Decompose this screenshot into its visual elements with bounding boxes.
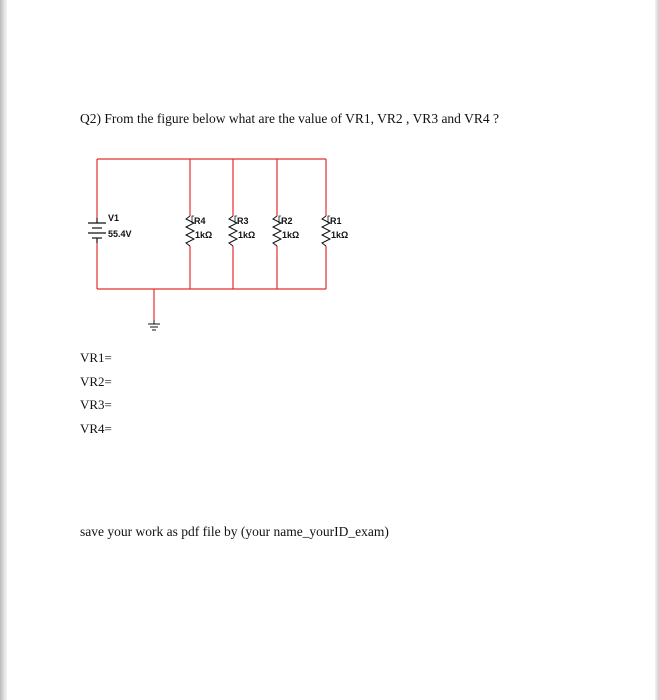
answer-vr4: VR4= [80,420,112,436]
answer-vr3: VR3= [80,397,112,412]
answer-vr1: VR1= [80,350,112,365]
source-value: 55.4V [108,229,132,239]
footer-instruction: save your work as pdf file by (your name_yourID_exam) [80,524,389,539]
battery-icon [88,218,106,243]
resistor-r4-icon [186,216,194,246]
page-shadow-right [655,0,659,700]
resistor-r2-icon [273,216,281,246]
answers-list [80,346,112,440]
resistor-r4-name: R4 [194,216,206,226]
source-name: V1 [108,213,120,223]
resistor-r3-name: R3 [237,216,249,226]
resistor-r3-icon [229,216,237,246]
resistor-r1-value: 1kΩ [331,230,349,240]
resistor-r1-icon [322,216,330,246]
ground-icon [148,320,160,330]
resistor-r2-value: 1kΩ [282,230,300,240]
resistor-r2-name: R2 [281,216,293,226]
answer-vr2: VR2= [80,373,112,389]
resistor-r3-value: 1kΩ [238,230,256,240]
circuit-diagram [78,150,358,335]
page-shadow-left [0,0,7,700]
resistor-r4-value: 1kΩ [195,230,213,240]
question-text: Q2) From the figure below what are the value of VR1, VR2 , VR3 and VR4 ? [80,111,499,126]
resistor-r1-name: R1 [330,216,342,226]
